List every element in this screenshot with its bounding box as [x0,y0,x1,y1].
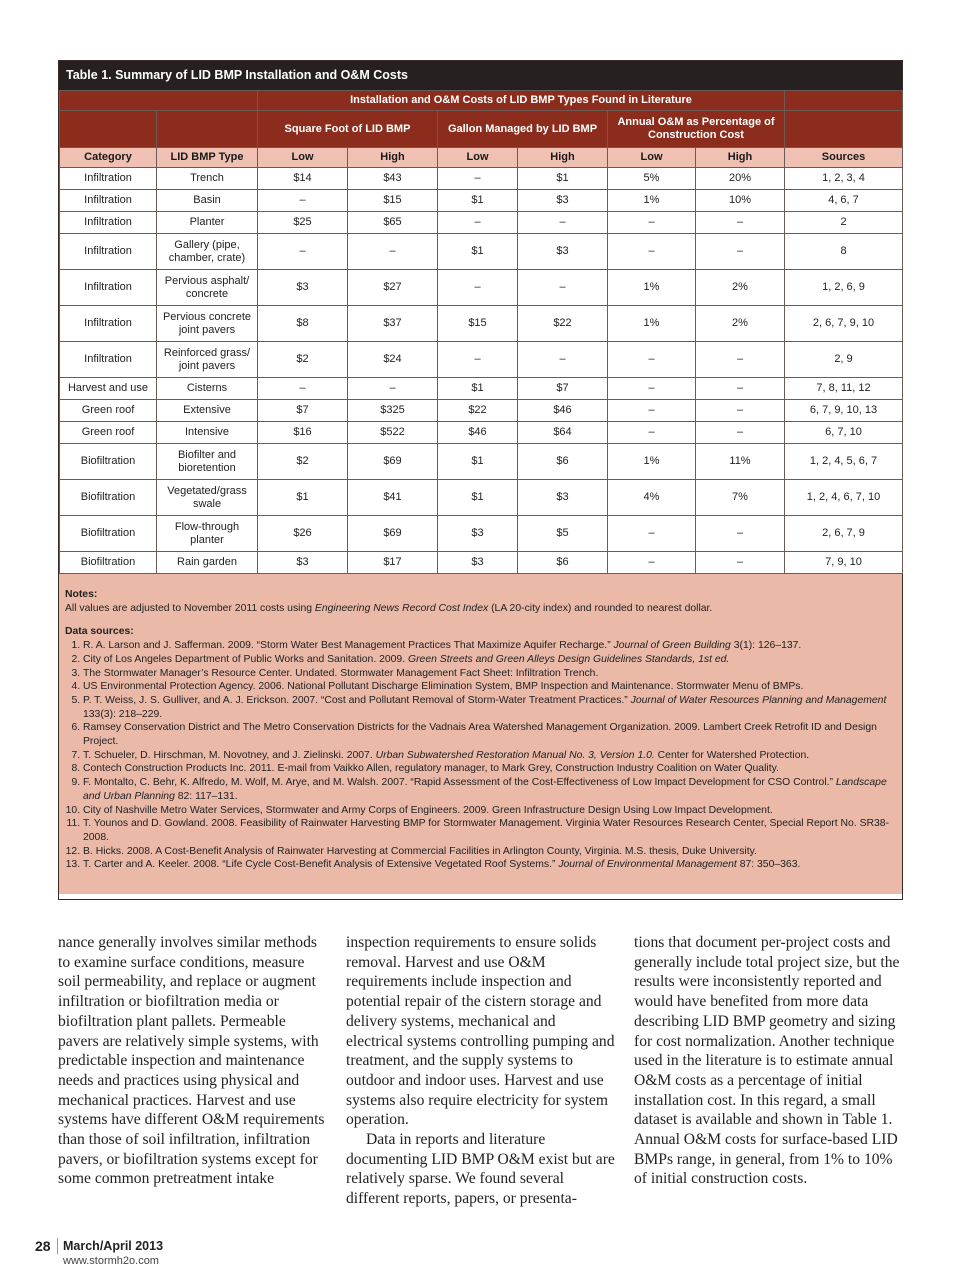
source-item: 12. B. Hicks. 2008. A Cost-Benefit Analysis of Rainwater Harvesting at Commercial Facilities in Arlington County, Virginia. M.S. thesis, Duke University. [83,845,896,859]
table-cell: $1 [258,480,348,516]
table-cell: 20% [696,168,785,190]
table-cell: Infiltration [60,306,157,342]
data-sources-list [65,639,896,872]
table-cell: $43 [348,168,438,190]
table-cell: – [696,400,785,422]
table-cell: 1% [608,190,696,212]
table-cell: – [258,378,348,400]
table-cell: Biofiltration [60,516,157,552]
paragraph: inspection requirements to ensure solids removal. Harvest and use O&M requirements include inspection and potential repair of the cistern storage and delivery systems, mechanical and electrical systems controlling pumping and treatment, and the supply systems to outdoor and indoor uses. Harvest and use systems also require electricity for system operation. [346,934,615,1129]
table-cell: Infiltration [60,168,157,190]
table-cell: Vegetated/grass swale [157,480,258,516]
table-cell: – [348,234,438,270]
table-cell: Rain garden [157,552,258,574]
table-cell: – [258,234,348,270]
table-cell: 1, 2, 6, 9 [785,270,903,306]
page-footer [35,1238,164,1267]
table-cell: 2, 6, 7, 9, 10 [785,306,903,342]
table-cell: $3 [438,552,518,574]
notes-text: All values are adjusted to November 2011 costs using Engineering News Record Cost Index (LA 20-city index) and rounded to nearest dollar. [65,602,713,614]
paragraph: Data in reports and literature documenting LID BMP O&M exist but are relatively sparse. We found several different reports, papers, or presenta- [346,1131,615,1208]
blank-header-cell [785,91,903,111]
source-item: 13. T. Carter and A. Keeler. 2008. “Life Cycle Cost-Benefit Analysis of Extensive Vegetated Roof Systems.” Journal of Environmental Management 87: 350–363. [83,858,896,872]
table-cell: $65 [348,212,438,234]
table-cell: 2, 6, 7, 9 [785,516,903,552]
table-cell: $46 [518,400,608,422]
table-cell: – [608,378,696,400]
table-cell: – [608,400,696,422]
table-cell: Infiltration [60,342,157,378]
table-cell: – [438,270,518,306]
column-header: High [348,148,438,168]
table-cell: 4% [608,480,696,516]
table-cell: $16 [258,422,348,444]
table-cell: $1 [438,190,518,212]
table-row [60,552,903,574]
table-cell: $2 [258,342,348,378]
table-cell: $22 [518,306,608,342]
table-cell: $24 [348,342,438,378]
table-row [60,212,903,234]
table-cell: – [696,378,785,400]
table-cell: $69 [348,516,438,552]
table-cell: Pervious concrete joint pavers [157,306,258,342]
table-cell: 5% [608,168,696,190]
column-header: High [696,148,785,168]
article-column-1 [58,933,328,1189]
table-cell: 4, 6, 7 [785,190,903,212]
table-cell: $522 [348,422,438,444]
table-cell: 1, 2, 3, 4 [785,168,903,190]
bmp-cost-table [59,90,903,574]
table-cell: 7% [696,480,785,516]
table-row [60,190,903,212]
table-cell: Infiltration [60,270,157,306]
table-cell: – [696,422,785,444]
table-cell: $1 [438,234,518,270]
table-cell: – [518,270,608,306]
table-cell: $3 [518,480,608,516]
table-cell: Infiltration [60,212,157,234]
table-cell: – [608,516,696,552]
table-cell: Infiltration [60,234,157,270]
column-header: High [518,148,608,168]
table-cell: $5 [518,516,608,552]
table-cell: Gallery (pipe, chamber, crate) [157,234,258,270]
table-cell: $22 [438,400,518,422]
table-cell: 11% [696,444,785,480]
source-item: 3. The Stormwater Manager’s Resource Center. Undated. Stormwater Management Fact Sheet: Infiltration Trench. [83,667,896,681]
table-cell: $26 [258,516,348,552]
table-row [60,168,903,190]
table-cell: – [696,552,785,574]
table-row [60,422,903,444]
table-cell: – [696,342,785,378]
table-cell: $3 [258,270,348,306]
table-cell: $6 [518,444,608,480]
table-cell: – [696,234,785,270]
table-row [60,342,903,378]
source-item: 9. F. Montalto, C. Behr, K. Alfredo, M. Wolf, M. Arye, and M. Walsh. 2007. “Rapid Assessment of the Cost-Effectiveness of Low Impact Development for CSO Control.” Landscape and Urban Planning 82: 117–131. [83,776,896,803]
table-cell: $2 [258,444,348,480]
table-cell: Green roof [60,422,157,444]
table-cell: – [438,168,518,190]
table-cell: – [518,342,608,378]
source-item: 1. R. A. Larson and J. Safferman. 2009. “Storm Water Best Management Practices That Maximize Aquifer Recharge.” Journal of Green Building 3(1): 126–137. [83,639,896,653]
table-cell: $15 [348,190,438,212]
table-cell: – [608,422,696,444]
table-cell: Planter [157,212,258,234]
table-cell: $3 [438,516,518,552]
table-row [60,444,903,480]
table-cell: $1 [438,444,518,480]
table-cell: 2, 9 [785,342,903,378]
blank-header-cell [157,111,258,148]
table-cell: – [608,234,696,270]
table-cell: – [608,342,696,378]
table-cell: $7 [258,400,348,422]
table-cell: $69 [348,444,438,480]
blank-header-cell [785,111,903,148]
table-cell: 1% [608,444,696,480]
column-header: LID BMP Type [157,148,258,168]
table-cell: Biofilter and bioretention [157,444,258,480]
table-cell: – [438,212,518,234]
table-row [60,270,903,306]
table-cell: $15 [438,306,518,342]
table-cell: Biofiltration [60,444,157,480]
table-cell: 1, 2, 4, 6, 7, 10 [785,480,903,516]
table-cell: Extensive [157,400,258,422]
source-item: 11. T. Younos and D. Gowland. 2008. Feasibility of Rainwater Harvesting BMP for Stormwater Management. Virginia Water Resources Research Center, Special Report No. SR38-2008. [83,817,896,844]
notes-section [59,574,902,894]
table-cell: 6, 7, 10 [785,422,903,444]
table-cell: 7, 9, 10 [785,552,903,574]
table-cell: Biofiltration [60,552,157,574]
table-row [60,480,903,516]
table-cell: – [608,552,696,574]
table-row [60,378,903,400]
group-header-annual-om: Annual O&M as Percentage of Construction Cost [608,111,785,148]
column-header: Low [258,148,348,168]
table-cell: 1% [608,306,696,342]
table-cell: 7, 8, 11, 12 [785,378,903,400]
table-cell: Basin [157,190,258,212]
table-cell: – [258,190,348,212]
page-number: 28 [35,1238,58,1254]
table-cell: $1 [438,480,518,516]
paragraph: tions that document per-project costs and generally include total project size, but the results were inconsistently reported and would have benefited from more data describing LID BMP geometry and sizing for cost normalization. Another technique used in the literature is to estimate annual O&M costs as a percentage of initial installation cost. In this regard, a small dataset is available and shown in Table 1. Annual O&M costs for surface-based LID BMPs range, in general, from 1% to 10% of initial construction costs. [634,934,900,1188]
table-cell: $17 [348,552,438,574]
column-header: Low [608,148,696,168]
table-cell: 2% [696,306,785,342]
table-cell: – [518,212,608,234]
column-header: Sources [785,148,903,168]
table-cell: – [696,212,785,234]
source-item: 8. Contech Construction Products Inc. 2011. E-mail from Vaikko Allen, regulatory manager, to Mark Grey, Construction Industry Coalition on Water Quality. [83,762,896,776]
table-cell: 1, 2, 4, 5, 6, 7 [785,444,903,480]
table-cell: 2% [696,270,785,306]
table-cell: $7 [518,378,608,400]
table-cell: $37 [348,306,438,342]
table-cell: 2 [785,212,903,234]
source-item: 4. US Environmental Protection Agency. 2006. National Pollutant Discharge Elimination System, BMP Inspection and Maintenance. Stormwater Menu of BMPs. [83,680,896,694]
source-item: 7. T. Schueler, D. Hirschman, M. Novotney, and J. Zielinski. 2007. Urban Subwatershed Restoration Manual No. 3, Version 1.0. Center for Watershed Protection. [83,749,896,763]
table-cell: $27 [348,270,438,306]
source-item: 5. P. T. Weiss, J. S. Gulliver, and A. J. Erickson. 2007. “Cost and Pollutant Removal of Storm-Water Treatment Practices.” Journal of Water Resources Planning and Management 133(3): 218–229. [83,694,896,721]
table-cell: $1 [518,168,608,190]
table-cell: – [696,516,785,552]
table-cell: 6, 7, 9, 10, 13 [785,400,903,422]
table-row [60,306,903,342]
table-cell: Pervious asphalt/ concrete [157,270,258,306]
table-cell: Infiltration [60,190,157,212]
table-cell: $3 [518,234,608,270]
table-row [60,234,903,270]
data-sources-label: Data sources: [65,626,134,638]
column-header: Low [438,148,518,168]
table-cell: Flow-through planter [157,516,258,552]
table-cell: – [608,212,696,234]
super-header: Installation and O&M Costs of LID BMP Types Found in Literature [258,91,785,111]
table-row [60,400,903,422]
table-cell: $64 [518,422,608,444]
table-cell: $8 [258,306,348,342]
blank-header-cell [60,111,157,148]
table-cell: $6 [518,552,608,574]
table-cell: – [348,378,438,400]
table-cell: Reinforced grass/ joint pavers [157,342,258,378]
source-item: 6. Ramsey Conservation District and The Metro Conservation Districts for the Vadnais Area Watershed Management Organization. 2009. Lambert Creek Retrofit ID and Design Project. [83,721,896,748]
column-header: Category [60,148,157,168]
group-header-sqft: Square Foot of LID BMP [258,111,438,148]
table-cell: 8 [785,234,903,270]
website-link[interactable]: www.stormh2o.com [63,1255,159,1267]
table-cell: $41 [348,480,438,516]
article-column-2 [346,933,616,1209]
table-cell: $14 [258,168,348,190]
table-cell: $3 [258,552,348,574]
table-cell: Cisterns [157,378,258,400]
source-item: 10. City of Nashville Metro Water Services, Stormwater and Army Corps of Engineers. 2009. Green Infrastructure Design Using Low Impact Development. [83,804,896,818]
table-cell: – [438,342,518,378]
table-cell: $3 [518,190,608,212]
table-cell: Biofiltration [60,480,157,516]
table-cell: 10% [696,190,785,212]
table-cell: $1 [438,378,518,400]
article-column-3 [634,933,904,1189]
summary-table-panel [58,60,903,900]
notes-label: Notes: [65,589,98,600]
table-cell: Green roof [60,400,157,422]
table-cell: Trench [157,168,258,190]
blank-header-cell [60,91,258,111]
table-cell: $325 [348,400,438,422]
group-header-gallon: Gallon Managed by LID BMP [438,111,608,148]
issue-date: March/April 2013 [63,1239,164,1253]
table-cell: Harvest and use [60,378,157,400]
table-cell: 1% [608,270,696,306]
table-cell: $46 [438,422,518,444]
table-cell: $25 [258,212,348,234]
paragraph: nance generally involves similar methods to examine surface conditions, measure soil permeability, and replace or augment infiltration or biofiltration media or biofiltration plant pallets. Permeable pavers are relatively simple systems, with predictable inspection and maintenance needs and practices using physical and mechanical practices. Harvest and use systems have different O&M requirements than those of soil infiltration, infiltration pavers, or biofiltration systems except for some common pretreatment intake [58,934,325,1188]
table-row [60,516,903,552]
table-cell: Intensive [157,422,258,444]
table-title: Table 1. Summary of LID BMP Installation and O&M Costs [59,61,902,90]
source-item: 2. City of Los Angeles Department of Public Works and Sanitation. 2009. Green Streets and Green Alleys Design Guidelines Standards, 1st ed. [83,653,896,667]
